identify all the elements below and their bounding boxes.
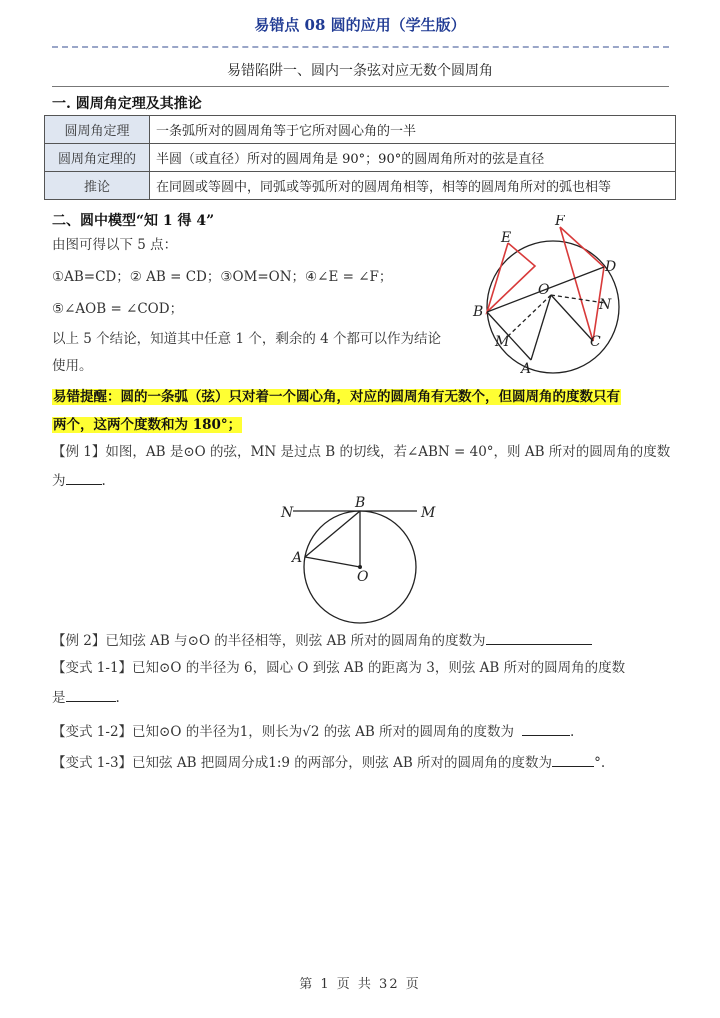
table-row [45, 144, 676, 172]
label-o: O [357, 569, 369, 585]
section2-heading: 二、圆中模型“知 1 得 4” [52, 213, 215, 229]
section2-line1: 由图可得以下 5 点： [52, 237, 178, 253]
label-e: E [501, 230, 512, 246]
table-value-corollary-1: 半圆（或直径）所对的圆周角是 90°；90°的圆周角所对的弦是直径 [150, 144, 676, 172]
example1-line1: 【例 1】如图，AB 是⊙O 的弦，MN 是过点 B 的切线，若∠ABN = 40°，则 AB 所对的圆周角的度数 [52, 444, 671, 460]
warning-line1: 易错提醒：圆的一条弧（弦）只对着一个圆心角，对应的圆周角有无数个，但圆周角的度数只有 [53, 389, 620, 405]
page-title: 易错点 08 圆的应用（学生版） [254, 16, 466, 34]
label-m: M [421, 505, 436, 521]
answer-blank [522, 721, 570, 736]
table-key-corollary-a: 圆周角定理的 [45, 144, 150, 172]
example1-prefix: 为 [52, 473, 66, 489]
theorem-table [44, 115, 676, 200]
radius-oa [531, 295, 551, 360]
table-value-corollary-2: 在同圆或等圆中，同弧或等弧所对的圆周角相等，相等的圆周角所对的弧也相等 [150, 172, 676, 200]
section2-line3: ⑤∠AOB = ∠COD； [52, 301, 184, 317]
label-m: M [495, 334, 510, 350]
table-key-theorem: 圆周角定理 [45, 116, 150, 144]
label-c: C [590, 334, 601, 350]
page-number: 第 1 页 共 32 页 [299, 977, 421, 992]
label-o: O [538, 282, 550, 298]
label-a: A [521, 361, 532, 375]
radius-oa [305, 557, 360, 567]
label-d: D [605, 259, 617, 275]
segment-on [551, 295, 605, 303]
label-n: N [281, 505, 294, 521]
table-key-corollary-b: 推论 [45, 172, 150, 200]
example2-line: 【例 2】已知弦 AB 与⊙O 的半径相等，则弦 AB 所对的圆周角的度数为 [52, 630, 592, 651]
variant1-3-line: 【变式 1-3】已知弦 AB 把圆周分成1:9 的两部分，则弦 AB 所对的圆周角的度数为 °. [52, 752, 605, 773]
page-subtitle: 易错陷阱一、圆内一条弦对应无数个圆周角 [227, 63, 493, 79]
table-row [45, 116, 676, 144]
answer-blank [66, 687, 116, 702]
label-a: A [292, 550, 303, 566]
variant1-1-line1: 【变式 1-1】已知⊙O 的半径为 6，圆心 O 到弦 AB 的距离为 3，则弦 AB 所对的圆周角的度数 [52, 660, 626, 676]
label-b: B [355, 495, 366, 511]
variant1-1-line2: 是 . [52, 687, 120, 708]
label-f: F [555, 215, 565, 229]
section2-line4: 以上 5 个结论，知道其中任意 1 个，剩余的 4 个都可以作为结论 [52, 331, 442, 347]
example1-line2: 为 . [52, 470, 106, 491]
subtitle-divider [52, 86, 669, 87]
table-row [45, 172, 676, 200]
header-divider [52, 46, 669, 48]
answer-blank [66, 470, 102, 485]
answer-blank [486, 630, 592, 645]
label-b: B [473, 304, 484, 320]
answer-blank [552, 752, 594, 767]
example1-figure [275, 495, 455, 625]
circle-model-figure [465, 215, 635, 375]
table-value-theorem: 一条弧所对的圆周角等于它所对圆心角的一半 [150, 116, 676, 144]
section2-line2: ①AB=CD；② AB = CD；③OM=ON；④∠E = ∠F； [52, 269, 393, 285]
variant1-2-line: 【变式 1-2】已知⊙O 的半径为1，则长为√2 的弦 AB 所对的圆周角的度数为 . [52, 721, 574, 742]
label-n: N [599, 297, 612, 313]
section2-line5: 使用。 [52, 358, 93, 374]
warning-line2: 两个，这两个度数和为 180°； [53, 417, 242, 433]
red-triangle-right [560, 227, 604, 341]
section1-heading: 一. 圆周角定理及其推论 [52, 96, 202, 112]
